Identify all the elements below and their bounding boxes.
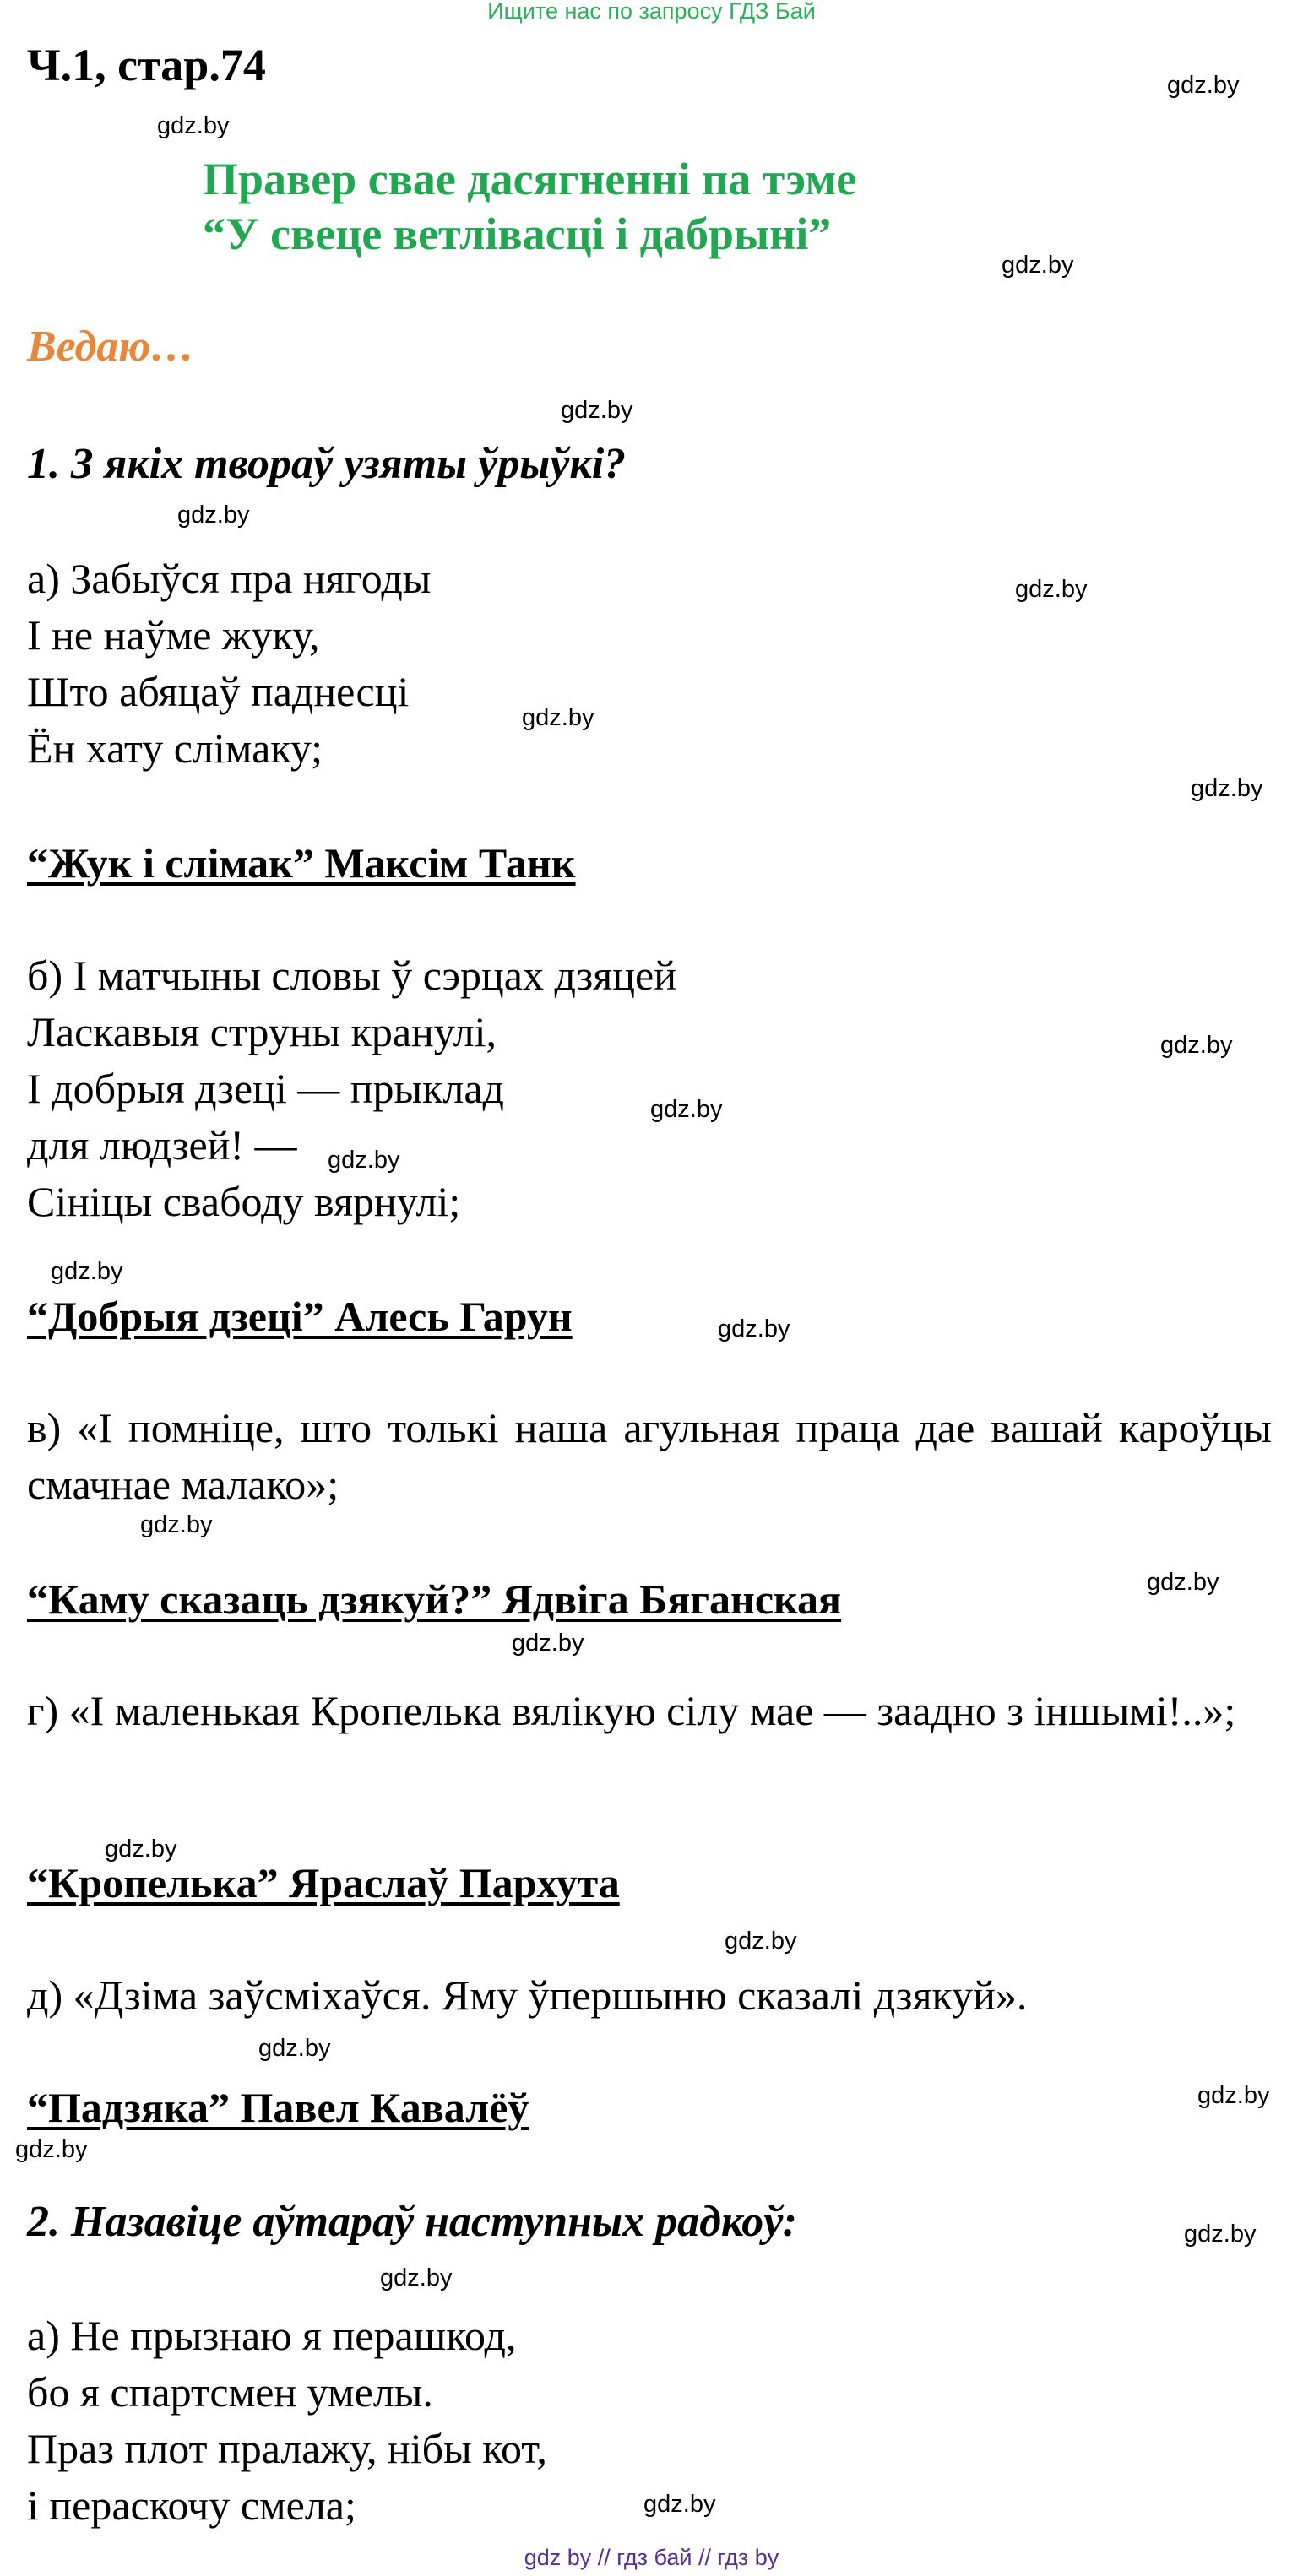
page-reference: Ч.1, стар.74 <box>27 40 266 90</box>
watermark: gdz.by <box>380 2264 453 2291</box>
answer-g: “Кропелька” Яраслаў Пархута <box>27 1859 620 1906</box>
watermark: gdz.by <box>1002 252 1074 279</box>
watermark: gdz.by <box>157 112 230 139</box>
watermark: gdz.by <box>258 2035 331 2062</box>
excerpt-a <box>27 550 431 777</box>
watermark: gdz.by <box>177 502 250 529</box>
excerpt-line: а) Не прызнаю я перашкод, <box>27 2312 517 2359</box>
answer-a: “Жук і слімак” Максім Танк <box>27 839 576 887</box>
watermark: gdz.by <box>140 1511 213 1538</box>
watermark: gdz.by <box>51 1258 123 1285</box>
excerpt-line: Ён хату слімаку; <box>27 724 323 772</box>
question-2: 2. Назавіце аўтараў наступных радкоў: <box>27 2198 797 2246</box>
excerpt-line: б) І матчыны словы ў сэрцах дзяцей <box>27 952 676 999</box>
watermark: gdz.by <box>1015 576 1088 603</box>
excerpt-line: І не наўме жуку, <box>27 611 320 659</box>
watermark: gdz.by <box>725 1928 797 1955</box>
watermark: gdz.by <box>328 1147 400 1174</box>
answer-d: “Падзяка” Павел Кавалёў <box>27 2084 529 2131</box>
excerpt-d: д) «Дзіма заўсміхаўся. Яму ўпершыню сказалі дзякуй». <box>27 1971 1028 2019</box>
answer-v: “Каму сказаць дзякуй?” Ядвіга Бяганская <box>27 1575 842 1623</box>
excerpt-b <box>27 947 676 1230</box>
excerpt-line: і пераскочу смела; <box>27 2481 356 2529</box>
footer-links[interactable]: gdz by // гдз бай // гдз by <box>524 2545 779 2570</box>
excerpt-line: Што абяцаў паднесці <box>27 668 410 715</box>
excerpt-2a <box>27 2308 547 2534</box>
watermark: gdz.by <box>1191 775 1263 802</box>
answer-b: “Добрыя дзеці” Алесь Гарун <box>27 1293 573 1340</box>
task-title <box>203 152 856 262</box>
excerpt-line: а) Забыўся пра нягоды <box>27 555 432 602</box>
watermark: gdz.by <box>512 1630 584 1657</box>
watermark: gdz.by <box>643 2491 716 2518</box>
top-banner[interactable]: Ищите нас по запросу ГДЗ Бай <box>487 0 816 24</box>
excerpt-line: бо я спартсмен умелы. <box>27 2368 433 2416</box>
watermark: gdz.by <box>522 704 594 731</box>
excerpt-g: г) «І маленькая Кропелька вялікую сілу мае — заадно з іншымі!..»; <box>27 1687 1236 1734</box>
watermark: gdz.by <box>718 1315 790 1342</box>
watermark: gdz.by <box>650 1096 723 1123</box>
excerpt-line: І добрыя дзеці — прыклад <box>27 1065 504 1112</box>
watermark: gdz.by <box>1197 2082 1270 2109</box>
watermark: gdz.by <box>15 2136 88 2163</box>
excerpt-line: Сініцы свабоду вярнулі; <box>27 1178 461 1225</box>
watermark: gdz.by <box>1160 1032 1233 1059</box>
excerpt-line: Ласкавыя струны кранулі, <box>27 1008 497 1055</box>
question-1: 1. З якіх твораў узяты ўрыўкі? <box>27 440 627 488</box>
excerpt-v: в) «І помніце, што толькі наша агульная праца дае вашай кароўцы смачнае малако»; <box>27 1404 1272 1508</box>
section-heading: Ведаю… <box>27 323 195 371</box>
watermark: gdz.by <box>1184 2221 1257 2248</box>
watermark: gdz.by <box>561 397 633 424</box>
watermark: gdz.by <box>1147 1569 1219 1596</box>
watermark: gdz.by <box>105 1836 177 1863</box>
task-title-line-1: Правер свае дасягненні па тэме <box>203 154 857 204</box>
watermark: gdz.by <box>1167 72 1240 99</box>
excerpt-line: для людзей! — <box>27 1121 297 1169</box>
excerpt-line: Праз плот пралажу, нібы кот, <box>27 2425 547 2472</box>
task-title-line-2: “У свеце ветлівасці і дабрыні” <box>203 208 832 259</box>
